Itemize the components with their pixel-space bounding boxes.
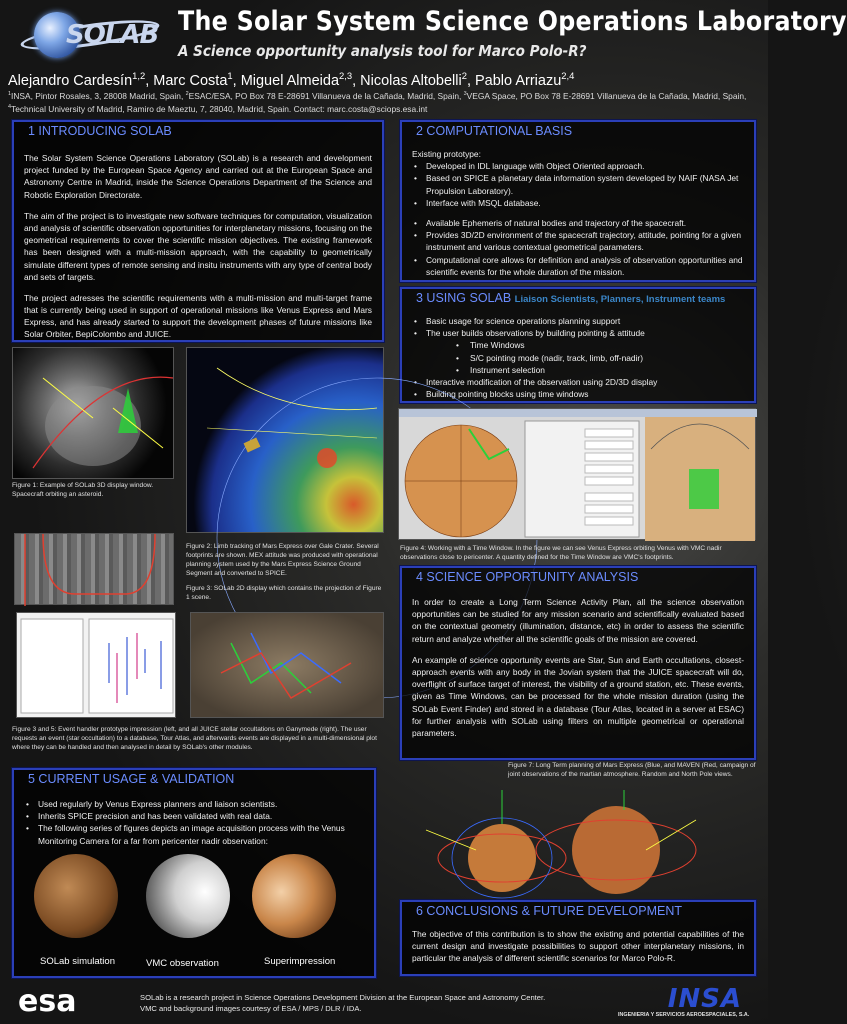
list-item: • The user builds observations by building pointing & attitude bbox=[412, 327, 744, 339]
vmc-observation-venus bbox=[146, 854, 230, 938]
section-science-opportunity-analysis bbox=[400, 566, 756, 760]
figure-label: Superimpression bbox=[264, 956, 336, 967]
section-title: 6 CONCLUSIONS & FUTURE DEVELOPMENT bbox=[416, 904, 683, 918]
figure-asteroid bbox=[12, 347, 174, 479]
insa-logo-text: INSA bbox=[667, 984, 742, 1014]
solab-simulation-venus bbox=[34, 854, 118, 938]
figure-label: VMC observation bbox=[146, 958, 219, 969]
list-item: • Provides 3D/2D environment of the spacecraft trajectory, attitude, pointing for a given instrument and various contextual geometrical parameters. bbox=[412, 229, 744, 253]
paragraph: The Solar System Science Operations Laboratory (SOLab) is a research and development project funded by the European Space Agency and carried out at the European Space and Astronomy Centre in Madrid, inside the Science Operations Department of the Science and Robotic Exploration Directorate. bbox=[24, 153, 372, 200]
footer-credits bbox=[140, 992, 545, 1014]
figure-caption: Figure 1: Example of SOLab 3D display window. Spacecraft orbiting an asteroid. bbox=[12, 482, 154, 498]
section-title: 4 SCIENCE OPPORTUNITY ANALYSIS bbox=[416, 570, 639, 584]
figure-label: SOLab simulation bbox=[40, 956, 115, 967]
figure-mars-limb bbox=[186, 347, 384, 533]
figure-ganymede-occultations bbox=[190, 612, 384, 718]
author-list: Alejandro Cardesín$^{1,2}$, Marc Costa$^1$, Miguel Almeida$^{2,3}$, Nicolas Altobelli$^2$, Pablo Arriazu$^{2,4}$ bbox=[8, 70, 575, 89]
section-tagline: Liaison Scientists, Planners, Instrument teams bbox=[514, 294, 726, 305]
venus-time-window-graphic bbox=[399, 409, 757, 541]
list-item: • Interface with MSQL database. bbox=[412, 197, 744, 209]
paragraph: The aim of the project is to investigate new software techniques for computation, visualization and analysis of scientific observation opportunities for interplanetary missions, focusing on the geometrical requirements to cover the scientific mission objectives. The existing framework has been designed with a multi-mission approach, with the capability to geometrically simulate different types of remote sensing and insitu instruments with any type of central body and sets of targets. bbox=[24, 210, 372, 282]
list-item: • Interactive modification of the observation using 2D/3D display bbox=[412, 376, 744, 388]
paragraph: The project adresses the scientific requirements with a multi-mission and multi-target frame that is currently being used in support of operational missions like Venus Express and Mars Express, and has already started to support the development phases of future missions like Solar Orbiter, BepiColombo and JUICE. bbox=[24, 292, 372, 340]
sub-list-item: • S/C pointing mode (nadir, track, limb, off-nadir) bbox=[412, 352, 744, 364]
section-title-text: 3 USING SOLAB bbox=[416, 291, 512, 305]
insa-subtitle: INGENIERIA Y SERVICIOS AEROESPACIALES, S.A. bbox=[618, 1012, 750, 1018]
event-plot-graphic bbox=[17, 613, 177, 719]
footer-line: VMC and background images courtesy of ESA / MPS / DLR / IDA. bbox=[140, 1004, 362, 1013]
list-item: • Used regularly by Venus Express planners and liaison scientists. bbox=[24, 798, 364, 810]
section-conclusions bbox=[400, 900, 756, 976]
section-title: 1 INTRODUCING SOLAB bbox=[28, 124, 172, 138]
figure-caption: Figure 3: SOLab 2D display which contains the projection of Figure 1 scene. bbox=[186, 585, 382, 601]
section-title: 5 CURRENT USAGE & VALIDATION bbox=[28, 772, 235, 786]
insa-logo bbox=[612, 980, 750, 1020]
poster-title: The Solar System Science Operations Laboratory bbox=[178, 6, 847, 37]
list-item: • Computational core allows for definition and analysis of observation opportunities and scientific events for the whole duration of the mission. bbox=[412, 254, 744, 278]
list-item: • Developed in IDL language with Object Oriented approach. bbox=[412, 160, 744, 172]
asteroid-orbit-graphic bbox=[13, 348, 175, 480]
mars-limb-graphic bbox=[187, 348, 385, 534]
paragraph: The objective of this contribution is to show the existing and potential capabilities of the current design and investigate possibilities to support other interplanetary missions, in particular the analysis of different scientific scenarios for Marco Polo-R. bbox=[412, 929, 744, 964]
mars-orbits-graphic bbox=[396, 790, 756, 898]
esa-logo-text: esa bbox=[18, 984, 77, 1019]
section-current-usage bbox=[12, 768, 376, 978]
figure-2d-map bbox=[14, 533, 174, 605]
map-track-graphic bbox=[15, 534, 175, 606]
poster-subtitle: A Science opportunity analysis tool for Marco Polo-R? bbox=[178, 42, 587, 60]
list-item: • The following series of figures depicts an image acquisition process with the Venus Monitoring Camera for a far from pericenter nadir observation: bbox=[24, 822, 364, 846]
list-item: • Based on SPICE a planetary data information system developed by NAIF (NASA Jet Propulsion Laboratory). bbox=[412, 172, 744, 196]
footer-line: SOLab is a research project in Science Operations Development Division at the European Space and Astronomy Center. bbox=[140, 993, 546, 1002]
list-item: • Basic usage for science operations planning support bbox=[412, 315, 744, 327]
list-item: • Building pointing blocks using time windows bbox=[412, 388, 744, 400]
sub-list-item: • Instrument selection bbox=[412, 364, 744, 376]
solab-logo bbox=[18, 10, 168, 60]
figure-caption: Figure 7: Long Term planning of Mars Express (Blue, and MAVEN (Red, campaign of joint observations of the martian atmosphere. Random and North Pole views. bbox=[508, 762, 756, 778]
figure-event-handler bbox=[16, 612, 176, 718]
figure-mars-orbits bbox=[396, 790, 756, 898]
esa-logo bbox=[18, 984, 76, 1019]
section-computational-basis bbox=[400, 120, 756, 282]
sub-list-item: • Time Windows bbox=[412, 339, 744, 351]
paragraph: An example of science opportunity events are Star, Sun and Earth occultations, closest-approach events with any body in the Jovian system that the JUICE spacecraft will do, overflight of surface target of interest, the visibility of a ground station, etc. These events, given as Time Windows, can be processed for the whole mission duration (using the SOLab Event Finder) and stored in a database (Tour Atlas, located in a server at ESAC) for further analysis with SOLab using filters on multiple geometrical or operational parameters. bbox=[412, 654, 744, 738]
superimpression-venus bbox=[252, 854, 336, 938]
affiliations: $^1$INSA, Pintor Rosales, 3, 28008 Madrid, Spain, $^2$ESAC/ESA, PO Box 78 E-28691 Villanueva de la Cañada, Madrid, Spain, $^3$VEGA Space, PO Box 78 E-28691 Villanueva de la Cañada, Madrid, Spain, $^4$Technical University of Madrid, Ramiro de Maeztu, 7, 28040, Madrid, Spain. Contact: marc.costa@sciops.esa.int bbox=[8, 91, 747, 115]
section-title bbox=[402, 289, 754, 305]
figure-caption: Figure 2: Limb tracking of Mars Express over Gale Crater. Several footprints are shown. MEX attitude was produced with operational planning system used by the Mars Express Science Ground Segment and converted to SPICE. bbox=[186, 543, 379, 577]
intro-text: Existing prototype: bbox=[412, 149, 481, 159]
figure-time-window bbox=[398, 408, 756, 540]
list-item: • Inherits SPICE precision and has been validated with real data. bbox=[24, 810, 364, 822]
ganymede-events-graphic bbox=[191, 613, 385, 719]
figure-caption: Figure 4: Working with a Time Window. In the figure we can see Venus Express orbiting Venus with VMC nadir observations close to pericenter. A quantity defined for the Time Window are VMC's footprints. bbox=[400, 545, 722, 561]
list-item: • Available Ephemeris of natural bodies and trajectory of the spacecraft. bbox=[412, 217, 744, 229]
section-introducing-solab bbox=[12, 120, 384, 342]
section-using-solab bbox=[400, 287, 756, 403]
logo-text: SOLAB bbox=[66, 20, 159, 50]
section-title: 2 COMPUTATIONAL BASIS bbox=[416, 124, 573, 138]
figure-caption: Figure 3 and 5: Event handler prototype impression (left, and all JUICE stellar occultations on Ganymede (right). The user requests an event (star occultation) to a database, Tour Atlas, and afterwards events are displayed in a multi-dimensional plot where they can be handled and then analysed in detail by SOLab's other modules. bbox=[12, 726, 377, 751]
paragraph: In order to create a Long Term Science Activity Plan, all the science observation opportunities can be studied for any mission scenario and scientifically evaluated based on the contextual geometry (illumination, distance, etc) in order to assess the scientific return and analyze whether all the scientific goals of the mission are covered. bbox=[412, 597, 744, 644]
